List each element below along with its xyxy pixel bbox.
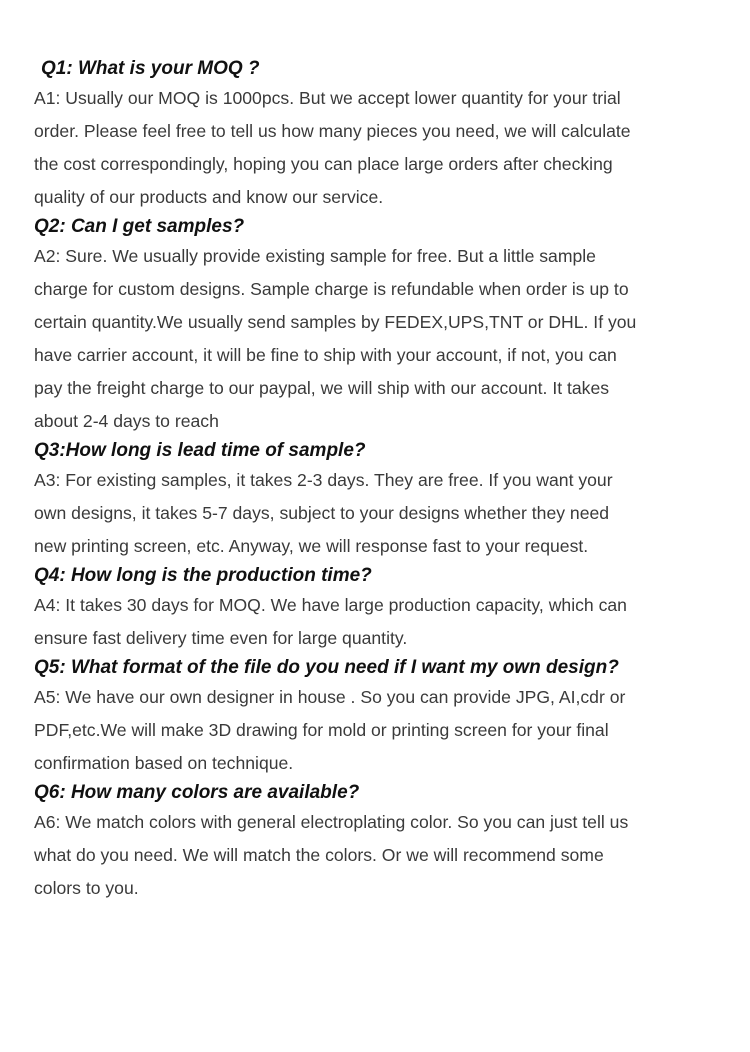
answer-line: new printing screen, etc. Anyway, we will response fast to your request. bbox=[34, 536, 589, 556]
answer-line: confirmation based on technique. bbox=[34, 753, 294, 773]
question-heading: Q3:How long is lead time of sample? bbox=[34, 440, 366, 461]
answer-text bbox=[34, 464, 724, 563]
answer-line: A2: Sure. We usually provide existing sample for free. But a little sample bbox=[34, 246, 596, 266]
answer-line: A4: It takes 30 days for MOQ. We have large production capacity, which can bbox=[34, 595, 627, 615]
question-heading: Q1: What is your MOQ ? bbox=[41, 58, 260, 79]
answer-line: PDF,etc.We will make 3D drawing for mold or printing screen for your final bbox=[34, 720, 609, 740]
answer-line: ensure fast delivery time even for large quantity. bbox=[34, 628, 408, 648]
answer-text bbox=[34, 240, 724, 438]
answer-line: A6: We match colors with general electroplating color. So you can just tell us bbox=[34, 812, 629, 832]
answer-line: colors to you. bbox=[34, 878, 139, 898]
answer-line: what do you need. We will match the colors. Or we will recommend some bbox=[34, 845, 604, 865]
faq-item-3 bbox=[34, 438, 724, 563]
answer-text bbox=[34, 82, 724, 214]
question-heading: Q5: What format of the file do you need if I want my own design? bbox=[34, 657, 619, 678]
faq-item-5 bbox=[34, 655, 724, 780]
faq-list bbox=[34, 56, 724, 905]
faq-item-4 bbox=[34, 563, 724, 655]
answer-line: charge for custom designs. Sample charge is refundable when order is up to bbox=[34, 279, 629, 299]
answer-line: pay the freight charge to our paypal, we will ship with our account. It takes bbox=[34, 378, 610, 398]
answer-line: the cost correspondingly, hoping you can place large orders after checking bbox=[34, 154, 613, 174]
answer-line: own designs, it takes 5-7 days, subject to your designs whether they need bbox=[34, 503, 610, 523]
answer-line: A3: For existing samples, it takes 2-3 days. They are free. If you want your bbox=[34, 470, 613, 490]
answer-line: quality of our products and know our service. bbox=[34, 187, 384, 207]
faq-item-6 bbox=[34, 780, 724, 905]
answer-line: A1: Usually our MOQ is 1000pcs. But we accept lower quantity for your trial bbox=[34, 88, 621, 108]
answer-line: about 2-4 days to reach bbox=[34, 411, 219, 431]
answer-line: have carrier account, it will be fine to ship with your account, if not, you can bbox=[34, 345, 617, 365]
answer-text bbox=[34, 589, 724, 655]
answer-line: order. Please feel free to tell us how many pieces you need, we will calculate bbox=[34, 121, 631, 141]
faq-item-2 bbox=[34, 214, 724, 438]
answer-line: A5: We have our own designer in house . So you can provide JPG, AI,cdr or bbox=[34, 687, 626, 707]
answer-text bbox=[34, 681, 724, 780]
question-heading: Q4: How long is the production time? bbox=[34, 565, 372, 586]
answer-text bbox=[34, 806, 724, 905]
question-heading: Q2: Can I get samples? bbox=[34, 216, 245, 237]
faq-item-1 bbox=[34, 56, 724, 214]
question-heading: Q6: How many colors are available? bbox=[34, 782, 360, 803]
answer-line: certain quantity.We usually send samples by FEDEX,UPS,TNT or DHL. If you bbox=[34, 312, 637, 332]
